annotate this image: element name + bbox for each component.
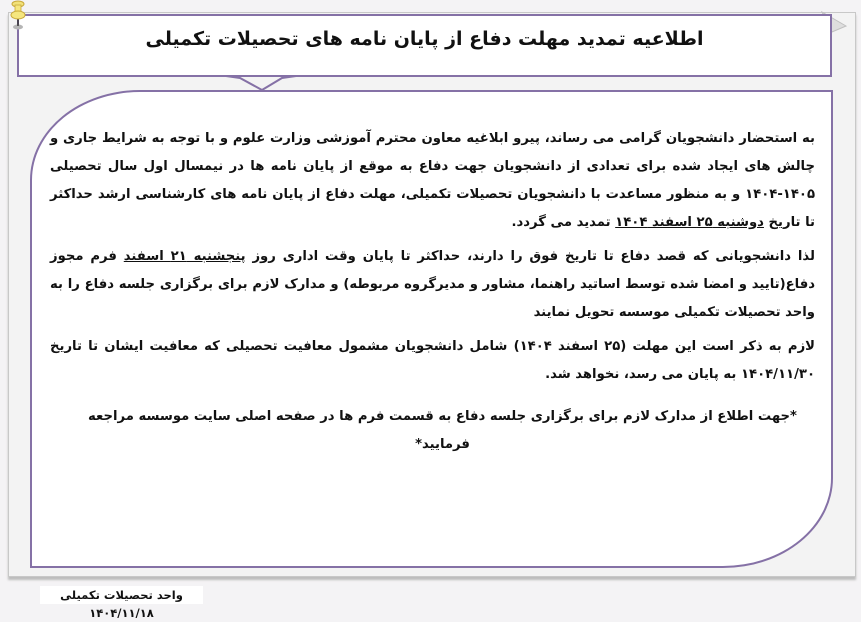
pushpin-icon [8, 0, 28, 30]
forms-note: *جهت اطلاع از مدارک لازم برای برگزاری جلسه دفاع به قسمت فرم ها در صفحه اصلی سایت موسسه مراجعه فرمایید* [88, 409, 797, 452]
paragraph-text: به استحضار دانشجویان گرامی می رساند، پیرو ابلاغیه معاون محترم آموزشی وزارت علوم و با توجه به شرایط جاری و چالش های ایجاد شده برای تعدادی از دانشجویان جهت دفاع به موقع از پایان نامه ها در نیمسال اول سال تحصیلی ۱۴۰۵-۱۴۰۴ و به منظور مساعدت با دانشجویان تحصیلات تکمیلی، مهلت دفاع از پایان نامه های کارشناسی ارشد حداکثر تا تاریخ [50, 131, 815, 230]
submission-deadline: پنجشنبه ۲۱ اسفند [123, 249, 246, 264]
paragraph-exemption: لازم به ذکر است این مهلت (۲۵ اسفند ۱۴۰۴) شامل دانشجویان مشمول معافیت تحصیلی که معافیت ایشان تا تاریخ ۱۴۰۴/۱۱/۳۰ به پایان می رسد، نخواهد شد. [50, 339, 816, 382]
deadline-date: دوشنبه ۲۵ اسفند ۱۴۰۴ [615, 215, 764, 230]
paragraph-text: لذا دانشجویانی که قصد دفاع تا تاریخ فوق را دارند، حداکثر تا پایان وقت اداری روز [245, 249, 815, 264]
paragraph-text: تمدید می گردد. [511, 215, 616, 230]
paragraph-extension [50, 125, 815, 237]
notice-content [50, 125, 815, 459]
page-title: اطلاعیه تمدید مهلت دفاع از پایان نامه های تحصیلات تکمیلی [145, 28, 704, 50]
paragraph-submission [50, 243, 815, 327]
header-body-connector [0, 0, 861, 100]
paragraph-text: فرم مجوز دفاع(تایید و امضا شده توسط اساتید راهنما، مشاور و مدیرگروه مربوطه) و مدارک لازم برای برگزاری جلسه دفاع را به واحد تحصیلات تکمیلی موسسه تحویل نمایند [50, 249, 815, 320]
footer-signature: واحد تحصیلات تکمیلی ۱۴۰۴/۱۱/۱۸ [40, 586, 203, 604]
